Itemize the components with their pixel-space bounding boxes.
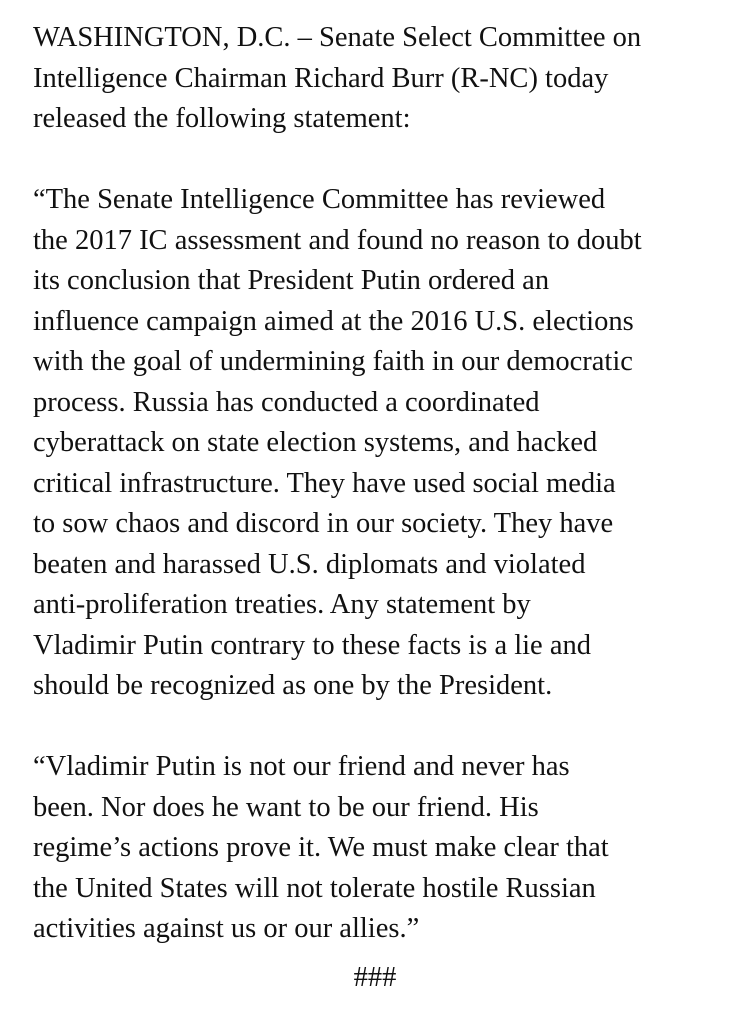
- paragraph-spacer: [33, 707, 733, 748]
- quote-paragraph-2: “Vladimir Putin is not our friend and never has been. Nor does he want to be our friend. His regime’s actions prove it. We must make clear that the United States will not tolerate hostile Russian activities against us or our allies.”: [33, 751, 609, 944]
- quote-paragraph-1: “The Senate Intelligence Committee has reviewed the 2017 IC assessment and found no reason to doubt its conclusion that President Putin ordered an influence campaign aimed at the 2016 U.S. elections with the goal of undermining faith in our democratic process. Russia has conducted a coordinated cyberattack on state election systems, and hacked critical infrastructure. They have used social media to sow chaos and discord in our society. They have beaten and harassed U.S. diplomats and violated anti-proliferation treaties. Any statement by Vladimir Putin contrary to these facts is a lie and should be recognized as one by the President.: [33, 184, 642, 701]
- paragraph-spacer: [33, 140, 733, 181]
- press-statement: [33, 18, 733, 950]
- end-mark: ###: [353, 962, 397, 993]
- intro-paragraph: WASHINGTON, D.C. – Senate Select Committee on Intelligence Chairman Richard Burr (R-NC) today released the following statement:: [33, 22, 642, 134]
